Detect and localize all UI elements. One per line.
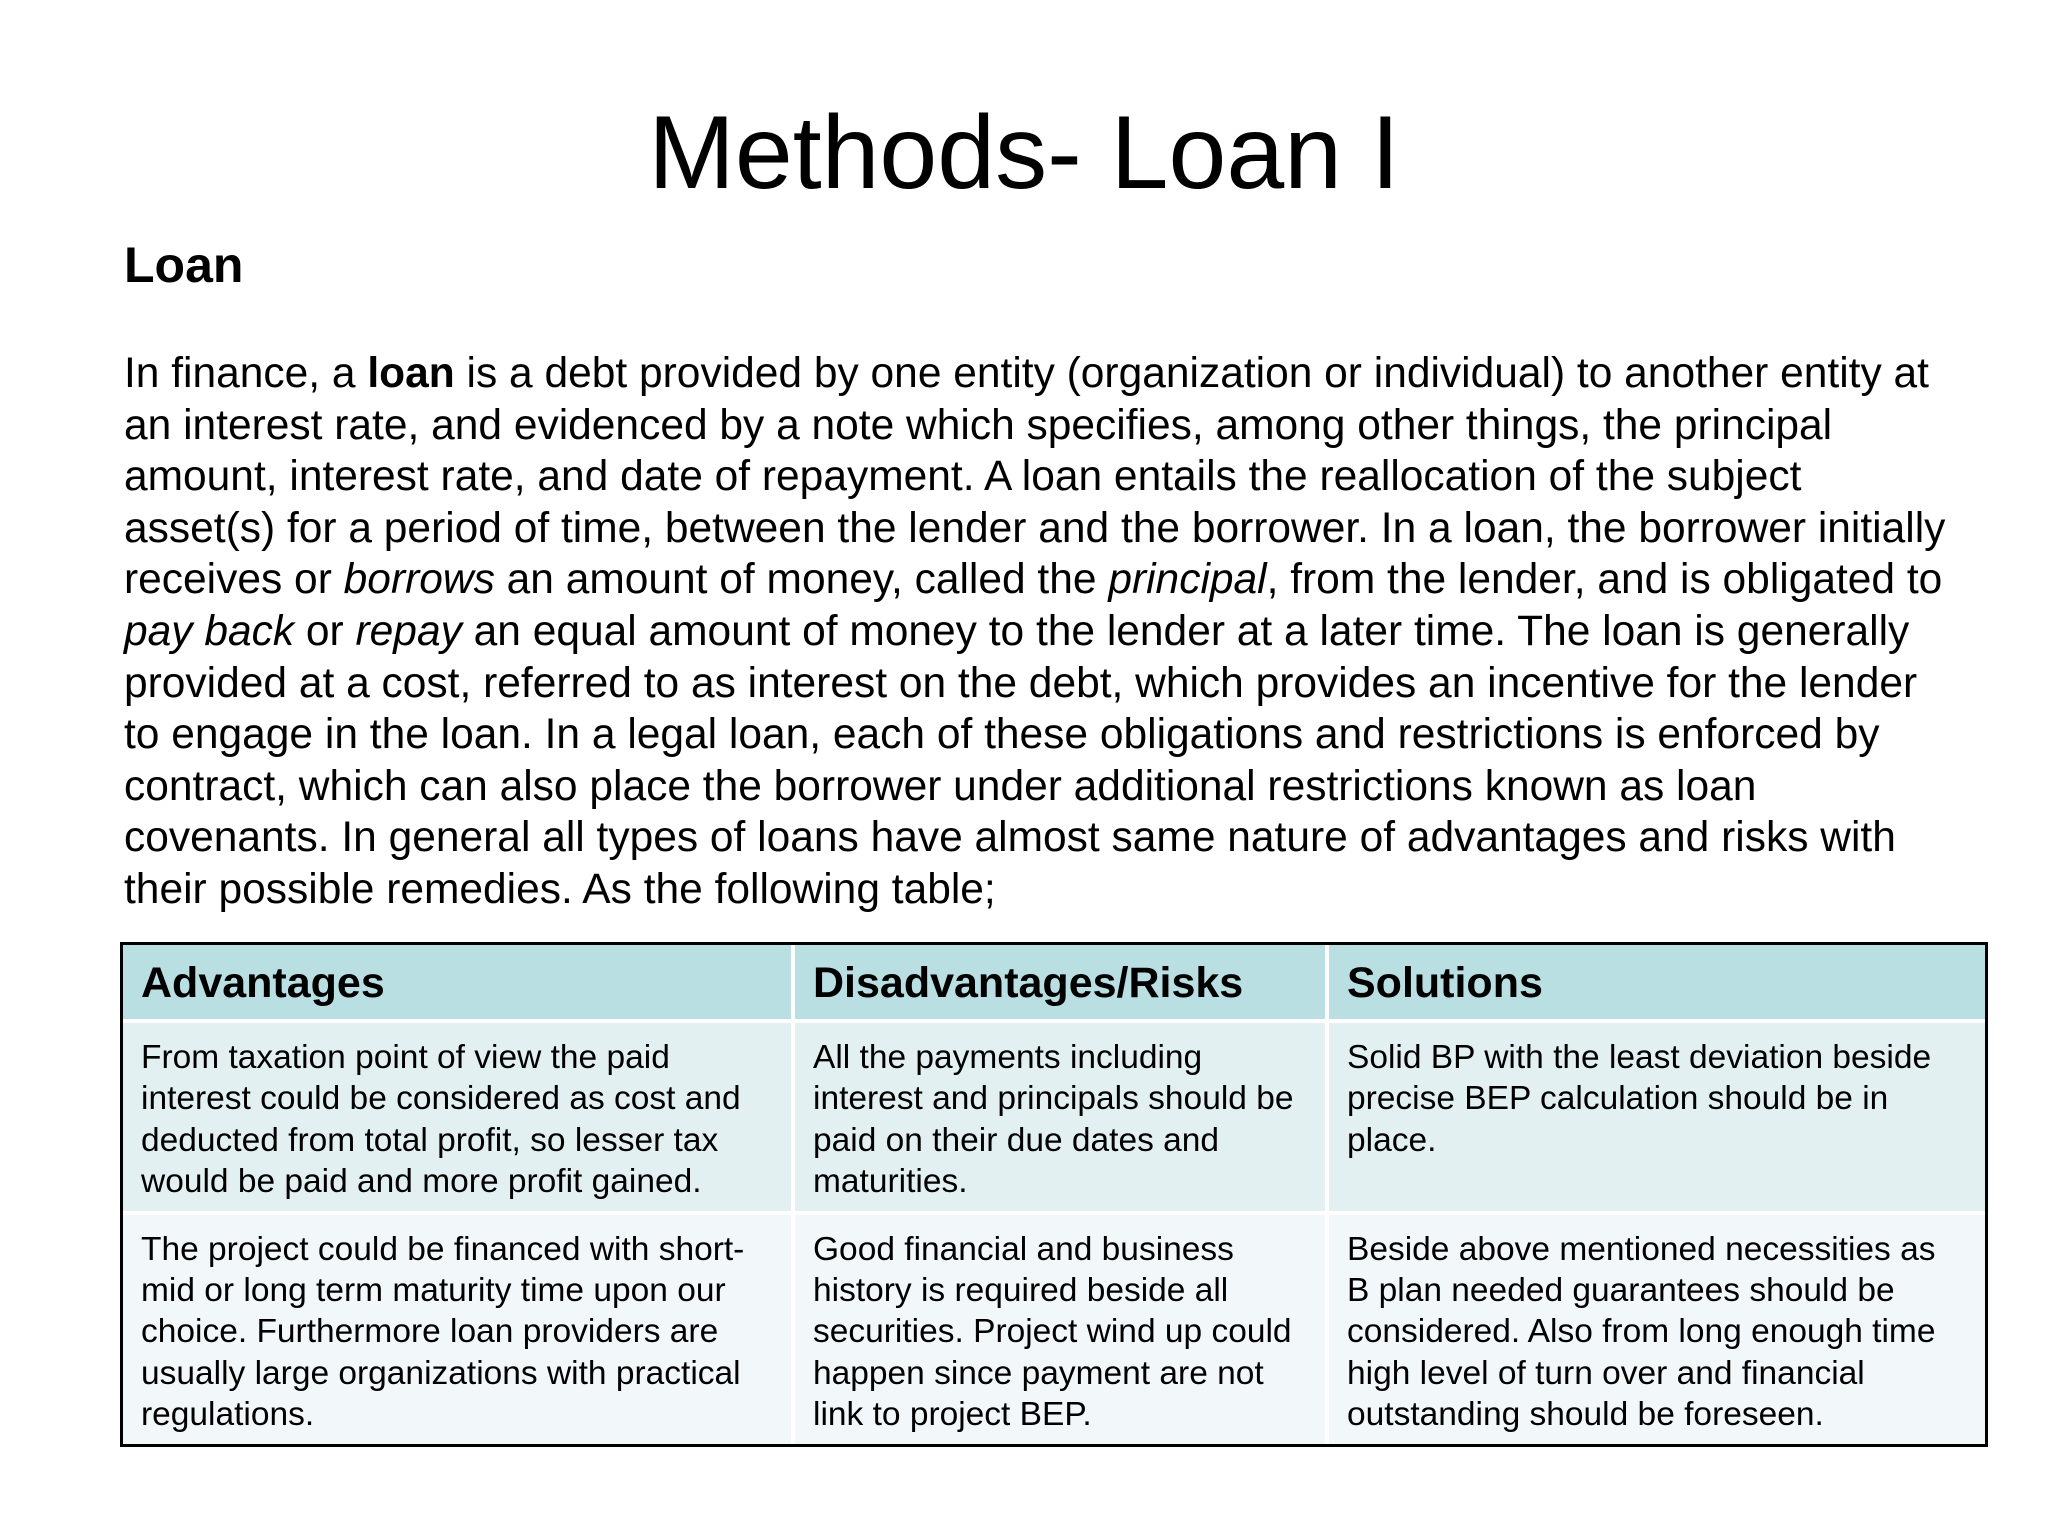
body-text-segment: , from the lender, and is obligated to xyxy=(1266,556,1943,604)
table-cell-solution: Beside above mentioned necessities as B plan needed guarantees should be considered. Also from long enough time high level of turn over and financial outstanding should be foreseen. xyxy=(1329,1215,1985,1444)
header-solutions: Solutions xyxy=(1329,945,1985,1023)
table-header-row xyxy=(123,945,1985,1023)
body-text-segment: an equal amount of money to the lender at a later time. The loan is generally provided at a cost, referred to as interest on the debt, which provides an incentive for the lender to engage in the loan. In a legal loan, each of these obligations and restrictions is enforced by contract, which can also place the borrower under additional restrictions known as loan covenants. In general all types of loans have almost same nature of advantages and risks with their possible remedies. As the following table; xyxy=(124,607,1918,913)
body-text-segment: In finance, a xyxy=(124,350,368,397)
pay-back-term: pay back xyxy=(124,607,295,655)
header-advantages: Advantages xyxy=(123,945,795,1023)
borrows-term: borrows xyxy=(343,556,495,604)
table-cell-advantage: The project could be financed with short- mid or long term maturity time upon our choice. Furthermore loan providers are usually large organizations with practical regulations. xyxy=(123,1215,795,1444)
table-cell-risk: Good financial and business history is required beside all securities. Project wind up could happen since payment are not link to project BEP. xyxy=(795,1215,1329,1444)
table-cell-risk: All the payments including interest and principals should be paid on their due dates and maturities. xyxy=(795,1023,1329,1215)
body-text-segment: is a debt provided by one entity (organization or individual) to another entity at an interest rate, and evidenced by a note which specifies, among other things, the principal amount, interest rate, and date of repayment. A loan entails the reallocation of the subject asset(s) for a period of time, between the lender and the borrower. In a loan, the borrower initially receives or xyxy=(124,350,1946,604)
table-cell-solution: Solid BP with the least deviation beside precise BEP calculation should be in place. xyxy=(1329,1023,1985,1215)
repay-term: repay xyxy=(355,607,462,655)
slide-title: Methods- Loan I xyxy=(648,95,1400,211)
table-row xyxy=(123,1023,1985,1215)
principal-term: principal xyxy=(1108,556,1267,604)
header-disadvantages-risks: Disadvantages/Risks xyxy=(795,945,1329,1023)
table-cell-advantage: From taxation point of view the paid interest could be considered as cost and deducted from total profit, so lesser tax would be paid and more profit gained. xyxy=(123,1023,795,1215)
table-row xyxy=(123,1215,1985,1444)
body-text-segment: or xyxy=(294,607,356,655)
body-text-segment: an amount of money, called the xyxy=(494,556,1109,604)
loan-term-bold: loan xyxy=(367,350,455,397)
loan-comparison-table xyxy=(120,942,1988,1447)
body-paragraph xyxy=(124,348,1964,916)
section-heading: Loan xyxy=(124,237,244,293)
